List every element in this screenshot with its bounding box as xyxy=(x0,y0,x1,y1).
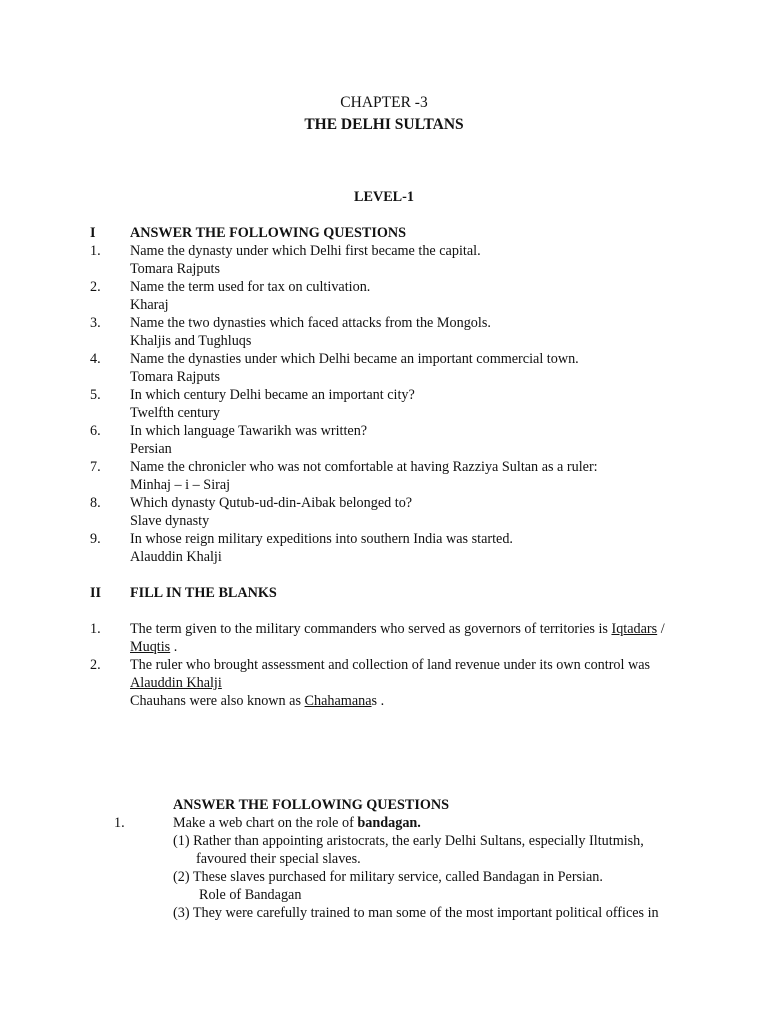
question-text: Name the two dynasties which faced attacks from the Mongols. xyxy=(130,315,491,331)
level-heading: LEVEL-1 xyxy=(354,189,414,205)
answer-text: Tomara Rajputs xyxy=(130,369,221,385)
blank-answer: Muqtis xyxy=(130,639,171,655)
section2-heading: FILL IN THE BLANKS xyxy=(130,585,277,601)
section1-roman: I xyxy=(90,225,96,241)
answer-line: (3) They were carefully trained to man some of the most important political offices in xyxy=(173,905,659,921)
question-text: Name the chronicler who was not comfortable at having Razziya Sultan as a ruler: xyxy=(130,459,598,475)
question-keyword: bandagan. xyxy=(357,815,421,831)
question-text xyxy=(173,814,421,832)
answer-line: (1) Rather than appointing aristocrats, the early Delhi Sultans, especially Iltutmish, xyxy=(173,833,644,849)
blank-number: 2. xyxy=(90,657,101,673)
question-text: Name the dynasty under which Delhi first became the capital. xyxy=(130,243,481,259)
answer-text: Slave dynasty xyxy=(130,513,210,529)
question-number: 9. xyxy=(90,531,101,547)
answer-text: Twelfth century xyxy=(130,405,221,421)
answer-text: Minhaj – i – Siraj xyxy=(130,477,231,493)
question-text: Name the dynasties under which Delhi became an important commercial town. xyxy=(130,351,579,367)
blank-sentence xyxy=(130,620,665,638)
section1-heading: ANSWER THE FOLLOWING QUESTIONS xyxy=(130,225,407,241)
blank-sentence-cont xyxy=(130,638,177,656)
blank-end: . xyxy=(170,639,178,655)
question-text: In whose reign military expeditions into southern India was started. xyxy=(130,531,513,547)
blank-end: s . xyxy=(371,693,385,709)
answer-line: (2) These slaves purchased for military service, called Bandagan in Persian. xyxy=(173,869,603,885)
question-text: Which dynasty Qutub-ud-din-Aibak belonged to? xyxy=(130,495,413,511)
question-text: Name the term used for tax on cultivation. xyxy=(130,279,371,295)
chapter-title: THE DELHI SULTANS xyxy=(304,116,464,133)
blank-separator: / xyxy=(657,621,665,637)
blank-answer: Iqtadars xyxy=(611,621,658,637)
answer-line: favoured their special slaves. xyxy=(196,851,361,867)
answer-text: Tomara Rajputs xyxy=(130,261,221,277)
blank-sentence xyxy=(130,692,384,710)
answer-text: Kharaj xyxy=(130,297,169,313)
section3-heading: ANSWER THE FOLLOWING QUESTIONS xyxy=(173,797,450,813)
section2-roman: II xyxy=(90,585,102,601)
question-prefix: Make a web chart on the role of xyxy=(173,815,358,831)
answer-line: Role of Bandagan xyxy=(199,887,302,903)
question-number: 6. xyxy=(90,423,101,439)
blank-text: The ruler who brought assessment and collection of land revenue under its own control was xyxy=(130,657,651,673)
question-text: In which century Delhi became an important city? xyxy=(130,387,415,403)
question-number: 5. xyxy=(90,387,101,403)
answer-text: Alauddin Khalji xyxy=(130,549,222,565)
question-number: 8. xyxy=(90,495,101,511)
question-number: 4. xyxy=(90,351,101,367)
blank-answer: Chahamana xyxy=(304,693,372,709)
blank-text: Chauhans were also known as xyxy=(130,693,305,709)
question-number: 7. xyxy=(90,459,101,475)
question-number: 2. xyxy=(90,279,101,295)
answer-text: Khaljis and Tughluqs xyxy=(130,333,252,349)
chapter-number: CHAPTER -3 xyxy=(340,94,428,111)
question-text: In which language Tawarikh was written? xyxy=(130,423,368,439)
question-number: 1. xyxy=(114,815,125,831)
question-number: 3. xyxy=(90,315,101,331)
question-number: 1. xyxy=(90,243,101,259)
blank-answer: Alauddin Khalji xyxy=(130,675,222,691)
answer-text: Persian xyxy=(130,441,172,457)
blank-text: The term given to the military commanders who served as governors of territories is xyxy=(130,621,612,637)
blank-number: 1. xyxy=(90,621,101,637)
